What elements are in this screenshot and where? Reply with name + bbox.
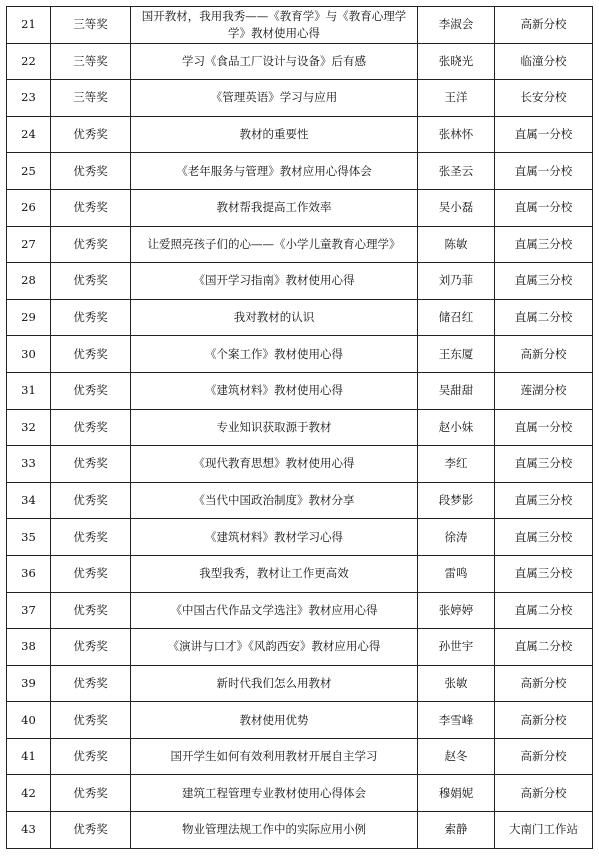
award-level-cell: 优秀奖 xyxy=(51,336,131,373)
row-number-cell: 37 xyxy=(7,592,51,629)
school-cell: 直属一分校 xyxy=(495,189,593,226)
school-cell: 直属一分校 xyxy=(495,153,593,190)
award-level-cell: 优秀奖 xyxy=(51,665,131,702)
award-level-cell: 优秀奖 xyxy=(51,482,131,519)
essay-title-line: 《建筑材料》教材学习心得 xyxy=(205,529,343,544)
essay-title-cell xyxy=(131,629,418,666)
table-row xyxy=(7,372,593,409)
row-number-cell: 23 xyxy=(7,80,51,117)
row-number-cell: 27 xyxy=(7,226,51,263)
author-cell: 徐涛 xyxy=(418,519,495,556)
row-number-cell: 30 xyxy=(7,336,51,373)
essay-title-cell xyxy=(131,43,418,80)
author-cell: 段梦影 xyxy=(418,482,495,519)
award-level-cell: 优秀奖 xyxy=(51,738,131,775)
table-row xyxy=(7,153,593,190)
row-number-cell: 38 xyxy=(7,629,51,666)
table-row xyxy=(7,263,593,300)
table-row xyxy=(7,7,593,44)
award-level-cell: 优秀奖 xyxy=(51,775,131,812)
essay-title-cell xyxy=(131,812,418,849)
award-level-cell: 优秀奖 xyxy=(51,519,131,556)
essay-title-line: 《当代中国政治制度》教材分享 xyxy=(193,493,355,508)
row-number-cell: 22 xyxy=(7,43,51,80)
school-cell: 直属三分校 xyxy=(495,263,593,300)
row-number-cell: 24 xyxy=(7,116,51,153)
essay-title-line: 国开学生如何有效利用教材开展自主学习 xyxy=(170,749,378,764)
award-level-cell: 三等奖 xyxy=(51,80,131,117)
author-cell: 赵小妹 xyxy=(418,409,495,446)
school-cell: 临潼分校 xyxy=(495,43,593,80)
row-number-cell: 33 xyxy=(7,446,51,483)
author-cell: 王洋 xyxy=(418,80,495,117)
row-number-cell: 42 xyxy=(7,775,51,812)
author-cell: 李淑会 xyxy=(418,7,495,44)
school-cell: 长安分校 xyxy=(495,80,593,117)
table-row xyxy=(7,116,593,153)
essay-title-cell xyxy=(131,446,418,483)
award-level-cell: 优秀奖 xyxy=(51,226,131,263)
essay-title-cell xyxy=(131,7,418,44)
award-level-cell: 优秀奖 xyxy=(51,116,131,153)
author-cell: 张敏 xyxy=(418,665,495,702)
table-row xyxy=(7,812,593,849)
essay-title-line: 建筑工程管理专业教材使用心得体会 xyxy=(182,785,366,800)
school-cell: 直属二分校 xyxy=(495,629,593,666)
row-number-cell: 26 xyxy=(7,189,51,226)
award-level-cell: 三等奖 xyxy=(51,43,131,80)
school-cell: 高新分校 xyxy=(495,336,593,373)
table-row xyxy=(7,738,593,775)
author-cell: 李红 xyxy=(418,446,495,483)
table-row xyxy=(7,592,593,629)
author-cell: 赵冬 xyxy=(418,738,495,775)
table-row xyxy=(7,482,593,519)
essay-title-line: 专业知识获取源于教材 xyxy=(216,419,332,434)
awards-table-body xyxy=(7,7,593,849)
row-number-cell: 32 xyxy=(7,409,51,446)
award-level-cell: 优秀奖 xyxy=(51,409,131,446)
essay-title-cell xyxy=(131,519,418,556)
awards-table xyxy=(6,6,593,849)
school-cell: 高新分校 xyxy=(495,665,593,702)
school-cell: 高新分校 xyxy=(495,738,593,775)
essay-title-cell xyxy=(131,80,418,117)
school-cell: 高新分校 xyxy=(495,702,593,739)
author-cell: 张圣云 xyxy=(418,153,495,190)
award-level-cell: 优秀奖 xyxy=(51,629,131,666)
essay-title-cell xyxy=(131,665,418,702)
author-cell: 刘乃菲 xyxy=(418,263,495,300)
essay-title-line: 《演讲与口才》《风韵西安》教材应用心得 xyxy=(167,639,381,654)
table-row xyxy=(7,702,593,739)
essay-title-cell xyxy=(131,116,418,153)
row-number-cell: 31 xyxy=(7,372,51,409)
author-cell: 王东厦 xyxy=(418,336,495,373)
school-cell: 直属一分校 xyxy=(495,116,593,153)
table-row xyxy=(7,299,593,336)
essay-title-line: 《现代教育思想》教材使用心得 xyxy=(193,456,355,471)
essay-title-line: 教材帮我提高工作效率 xyxy=(216,200,332,215)
essay-title-line: 《管理英语》学习与应用 xyxy=(210,90,338,105)
row-number-cell: 40 xyxy=(7,702,51,739)
table-row xyxy=(7,665,593,702)
essay-title-line: 教材的重要性 xyxy=(239,127,309,142)
award-level-cell: 优秀奖 xyxy=(51,702,131,739)
row-number-cell: 36 xyxy=(7,555,51,592)
school-cell: 直属二分校 xyxy=(495,299,593,336)
author-cell: 张晓光 xyxy=(418,43,495,80)
essay-title-cell xyxy=(131,482,418,519)
table-row xyxy=(7,80,593,117)
essay-title-cell xyxy=(131,189,418,226)
essay-title-cell xyxy=(131,702,418,739)
author-cell: 陈敏 xyxy=(418,226,495,263)
essay-title-cell xyxy=(131,153,418,190)
school-cell: 大南门工作站 xyxy=(495,812,593,849)
essay-title-line: 《建筑材料》教材使用心得 xyxy=(205,383,343,398)
essay-title-cell xyxy=(131,299,418,336)
essay-title-line: 新时代我们怎么用教材 xyxy=(216,675,332,690)
row-number-cell: 35 xyxy=(7,519,51,556)
essay-title-cell xyxy=(131,738,418,775)
table-row xyxy=(7,43,593,80)
essay-title-line: 《老年服务与管理》教材应用心得体会 xyxy=(176,163,372,178)
essay-title-line: 让爱照亮孩子们的心——《小学儿童教育心理学》 xyxy=(147,236,401,251)
table-row xyxy=(7,519,593,556)
award-level-cell: 优秀奖 xyxy=(51,372,131,409)
row-number-cell: 41 xyxy=(7,738,51,775)
school-cell: 莲湖分校 xyxy=(495,372,593,409)
essay-title-cell xyxy=(131,409,418,446)
essay-title-cell xyxy=(131,592,418,629)
award-level-cell: 优秀奖 xyxy=(51,263,131,300)
author-cell: 索静 xyxy=(418,812,495,849)
essay-title-cell xyxy=(131,336,418,373)
author-cell: 孙世宇 xyxy=(418,629,495,666)
table-row xyxy=(7,336,593,373)
row-number-cell: 39 xyxy=(7,665,51,702)
author-cell: 吴甜甜 xyxy=(418,372,495,409)
author-cell: 吴小磊 xyxy=(418,189,495,226)
school-cell: 直属一分校 xyxy=(495,409,593,446)
table-row xyxy=(7,629,593,666)
school-cell: 直属三分校 xyxy=(495,555,593,592)
essay-title-line: 《中国古代作品文学选注》教材应用心得 xyxy=(170,602,378,617)
row-number-cell: 25 xyxy=(7,153,51,190)
table-row xyxy=(7,226,593,263)
award-level-cell: 三等奖 xyxy=(51,7,131,44)
author-cell: 张林怀 xyxy=(418,116,495,153)
author-cell: 张婷婷 xyxy=(418,592,495,629)
award-level-cell: 优秀奖 xyxy=(51,189,131,226)
award-level-cell: 优秀奖 xyxy=(51,299,131,336)
author-cell: 储召红 xyxy=(418,299,495,336)
essay-title-cell xyxy=(131,263,418,300)
row-number-cell: 29 xyxy=(7,299,51,336)
essay-title-cell xyxy=(131,555,418,592)
row-number-cell: 21 xyxy=(7,7,51,44)
essay-title-line: 教材使用优势 xyxy=(239,712,309,727)
essay-title-line: 我对教材的认识 xyxy=(233,310,315,325)
award-level-cell: 优秀奖 xyxy=(51,592,131,629)
table-row xyxy=(7,555,593,592)
school-cell: 直属三分校 xyxy=(495,226,593,263)
table-row xyxy=(7,775,593,812)
essay-title-line: 我型我秀，教材让工作更高效 xyxy=(199,566,349,581)
author-cell: 穆娟妮 xyxy=(418,775,495,812)
essay-title-line: 国开教材，我用我秀——《教育学》与《教育心理学 xyxy=(141,8,407,23)
essay-title-line: 《个案工作》教材使用心得 xyxy=(205,346,343,361)
essay-title-cell xyxy=(131,775,418,812)
school-cell: 直属二分校 xyxy=(495,592,593,629)
essay-title-line: 《国开学习指南》教材使用心得 xyxy=(193,273,355,288)
essay-title-line: 学习《食品工厂设计与设备》后有感 xyxy=(182,53,366,68)
award-level-cell: 优秀奖 xyxy=(51,446,131,483)
author-cell: 李雪峰 xyxy=(418,702,495,739)
table-row xyxy=(7,189,593,226)
award-level-cell: 优秀奖 xyxy=(51,153,131,190)
school-cell: 直属三分校 xyxy=(495,519,593,556)
school-cell: 高新分校 xyxy=(495,775,593,812)
school-cell: 高新分校 xyxy=(495,7,593,44)
table-row xyxy=(7,409,593,446)
row-number-cell: 28 xyxy=(7,263,51,300)
essay-title-line: 学》教材使用心得 xyxy=(228,25,320,40)
school-cell: 直属三分校 xyxy=(495,482,593,519)
school-cell: 直属三分校 xyxy=(495,446,593,483)
essay-title-line: 物业管理法规工作中的实际应用小例 xyxy=(182,822,366,837)
essay-title-cell xyxy=(131,226,418,263)
table-row xyxy=(7,446,593,483)
award-level-cell: 优秀奖 xyxy=(51,555,131,592)
essay-title-cell xyxy=(131,372,418,409)
author-cell: 雷鸣 xyxy=(418,555,495,592)
award-level-cell: 优秀奖 xyxy=(51,812,131,849)
row-number-cell: 34 xyxy=(7,482,51,519)
row-number-cell: 43 xyxy=(7,812,51,849)
